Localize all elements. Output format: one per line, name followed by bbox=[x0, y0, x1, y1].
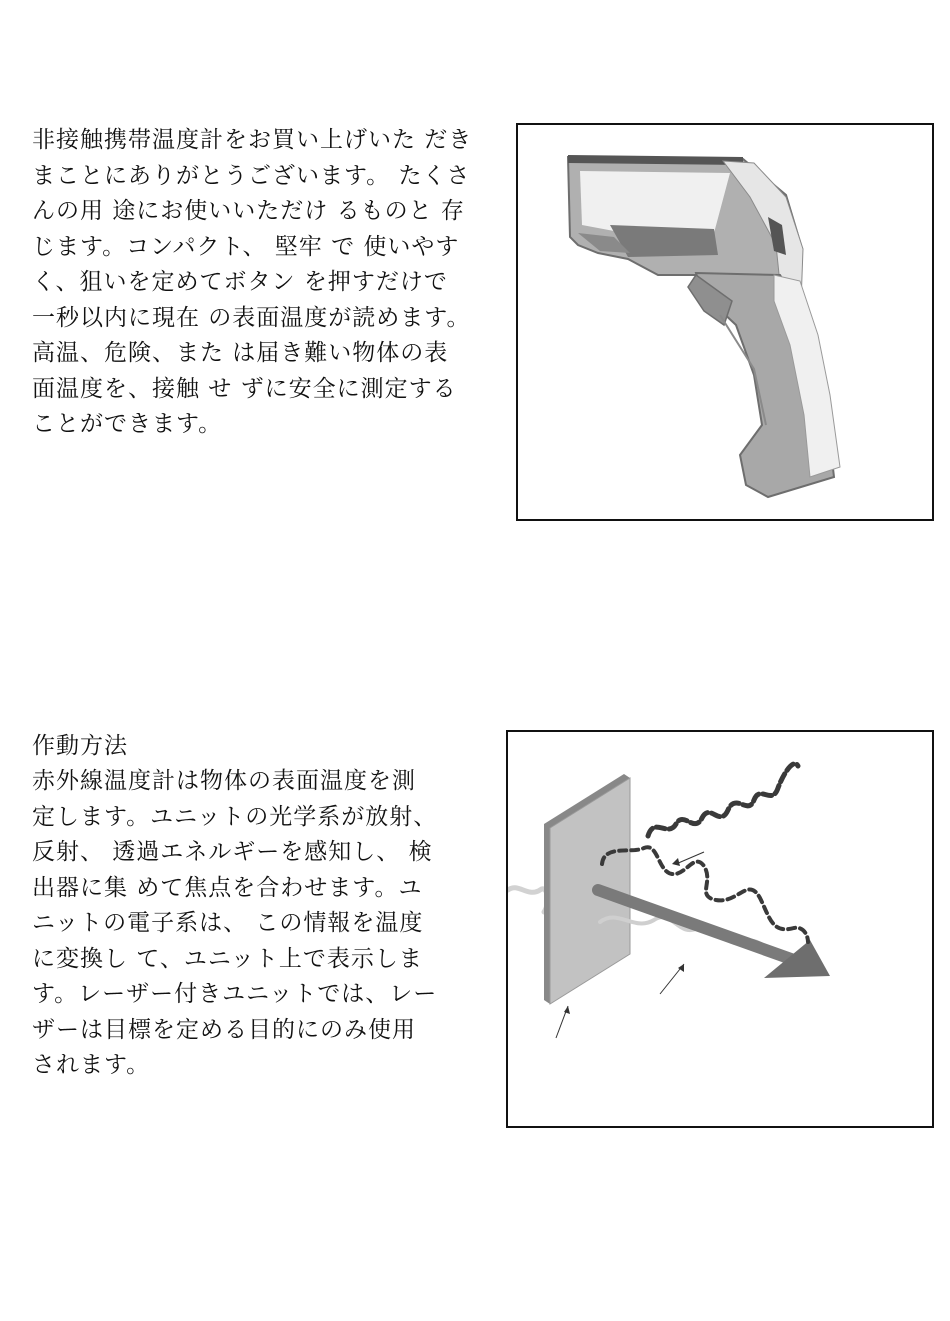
intro-line: 面温度を、接触 せ ずに安全に測定する bbox=[32, 375, 457, 402]
thermometer-figure bbox=[516, 123, 934, 521]
intro-line: 高温、危険、また は届き難い物体の表 bbox=[32, 340, 449, 366]
intro-line: んの用 途にお使いいただけ るものと 存 bbox=[32, 198, 465, 224]
intro-line: じます。コンパクト、 堅牢 で 使いやす bbox=[32, 233, 460, 260]
intro-line: ことができます。 bbox=[32, 411, 223, 437]
principle-line: 赤外線温度計は物体の表面温度を測 bbox=[32, 768, 416, 794]
principle-figure bbox=[506, 730, 934, 1128]
intro-line: 一秒以内に現在 の表面温度が読めます。 bbox=[32, 304, 471, 331]
infrared-thermometer-icon bbox=[518, 125, 932, 519]
section-heading: 作動方法 bbox=[32, 733, 128, 759]
principle-line: 出器に集 めて焦点を合わせます。ユ bbox=[32, 874, 423, 901]
intro-line: 非接触携帯温度計をお買い上げいた だき bbox=[32, 127, 473, 153]
principle-line: に変換し て、ユニット上で表示しま bbox=[32, 945, 423, 972]
intro-line: まことにありがとうございます。 たくさ bbox=[32, 162, 471, 189]
emitted-wave bbox=[648, 764, 798, 836]
principle-line: ニットの電子系は、 この情報を温度 bbox=[32, 910, 424, 936]
intro-paragraph bbox=[32, 123, 487, 443]
principle-line: ザーは目標を定める目的にのみ使用 bbox=[32, 1016, 416, 1043]
energy-diagram bbox=[508, 732, 932, 1126]
intro-line: く、狙いを定めてボタン を押すだけで bbox=[32, 269, 448, 295]
principle-line: す。レーザー付きユニットでは、レー bbox=[32, 981, 438, 1007]
principle-line: 定します。ユニットの光学系が放射、 bbox=[32, 803, 438, 830]
principle-line: されます。 bbox=[32, 1052, 151, 1078]
transmitted-wave-left bbox=[508, 888, 547, 912]
principle-line: 反射、 透過エネルギーを感知し、 検 bbox=[32, 839, 433, 865]
principle-section bbox=[32, 730, 487, 1084]
